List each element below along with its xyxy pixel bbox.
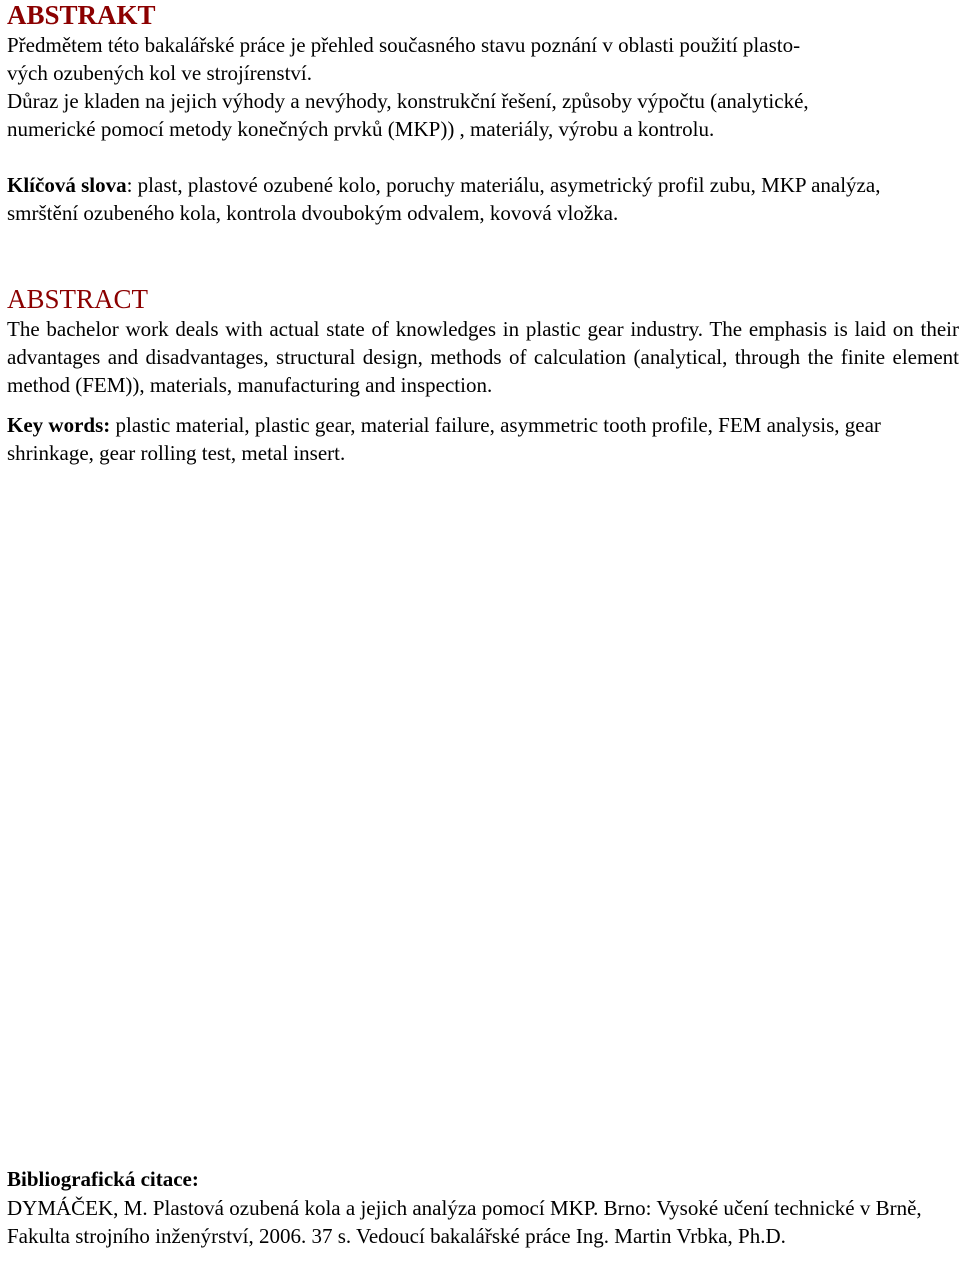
citation-heading: Bibliografická citace: [7,1167,199,1191]
keywords-label-cz: Klíčová slova [7,173,127,197]
abstrakt-line: Předmětem této bakalářské práce je přehled současného stavu poznání v oblasti použití plasto- [7,33,801,57]
keywords-label-en: Key words: [7,413,111,437]
citation-text: DYMÁČEK, M. Plastová ozubená kola a jejich analýza pomocí MKP. Brno: Vysoké učení technické v Brně, Fakulta strojního inženýrství, 2006. 37 s. Vedoucí bakalářské práce Ing. Martin Vrbka, Ph.D. [7,1196,922,1248]
abstrakt-line: numerické pomocí metody konečných prvků (MKP)) , materiály, výrobu a kontrolu. [7,117,715,141]
abstract-body: The bachelor work deals with actual state of knowledges in plastic gear industry. The emphasis is laid on their advantages and disadvantages, structural design, methods of calculation (analytical, through the finite element method (FEM)), materials, manufacturing and inspection. [7,317,959,397]
document-page [7,0,957,1276]
abstrakt-heading: ABSTRAKT [7,0,156,30]
keywords-text-en: plastic material, plastic gear, material failure, asymmetric tooth profile, FEM analysis, gear shrinkage, gear rolling test, metal insert. [7,413,881,465]
keywords-text-cz: : plast, plastové ozubené kolo, poruchy materiálu, asymetrický profil zubu, MKP analýza, smrštění ozubeného kola, kontrola dvoubokým odvalem, kovová vložka. [7,173,881,225]
abstrakt-keywords [7,171,937,227]
abstrakt-line: vých ozubených kol ve strojírenství. [7,61,313,85]
abstract-heading: ABSTRACT [7,284,149,314]
abstract-keywords [7,411,937,467]
abstrakt-line: Důraz je kladen na jejich výhody a nevýhody, konstrukční řešení, způsoby výpočtu (analytické, [7,89,809,113]
abstrakt-body [7,31,937,143]
